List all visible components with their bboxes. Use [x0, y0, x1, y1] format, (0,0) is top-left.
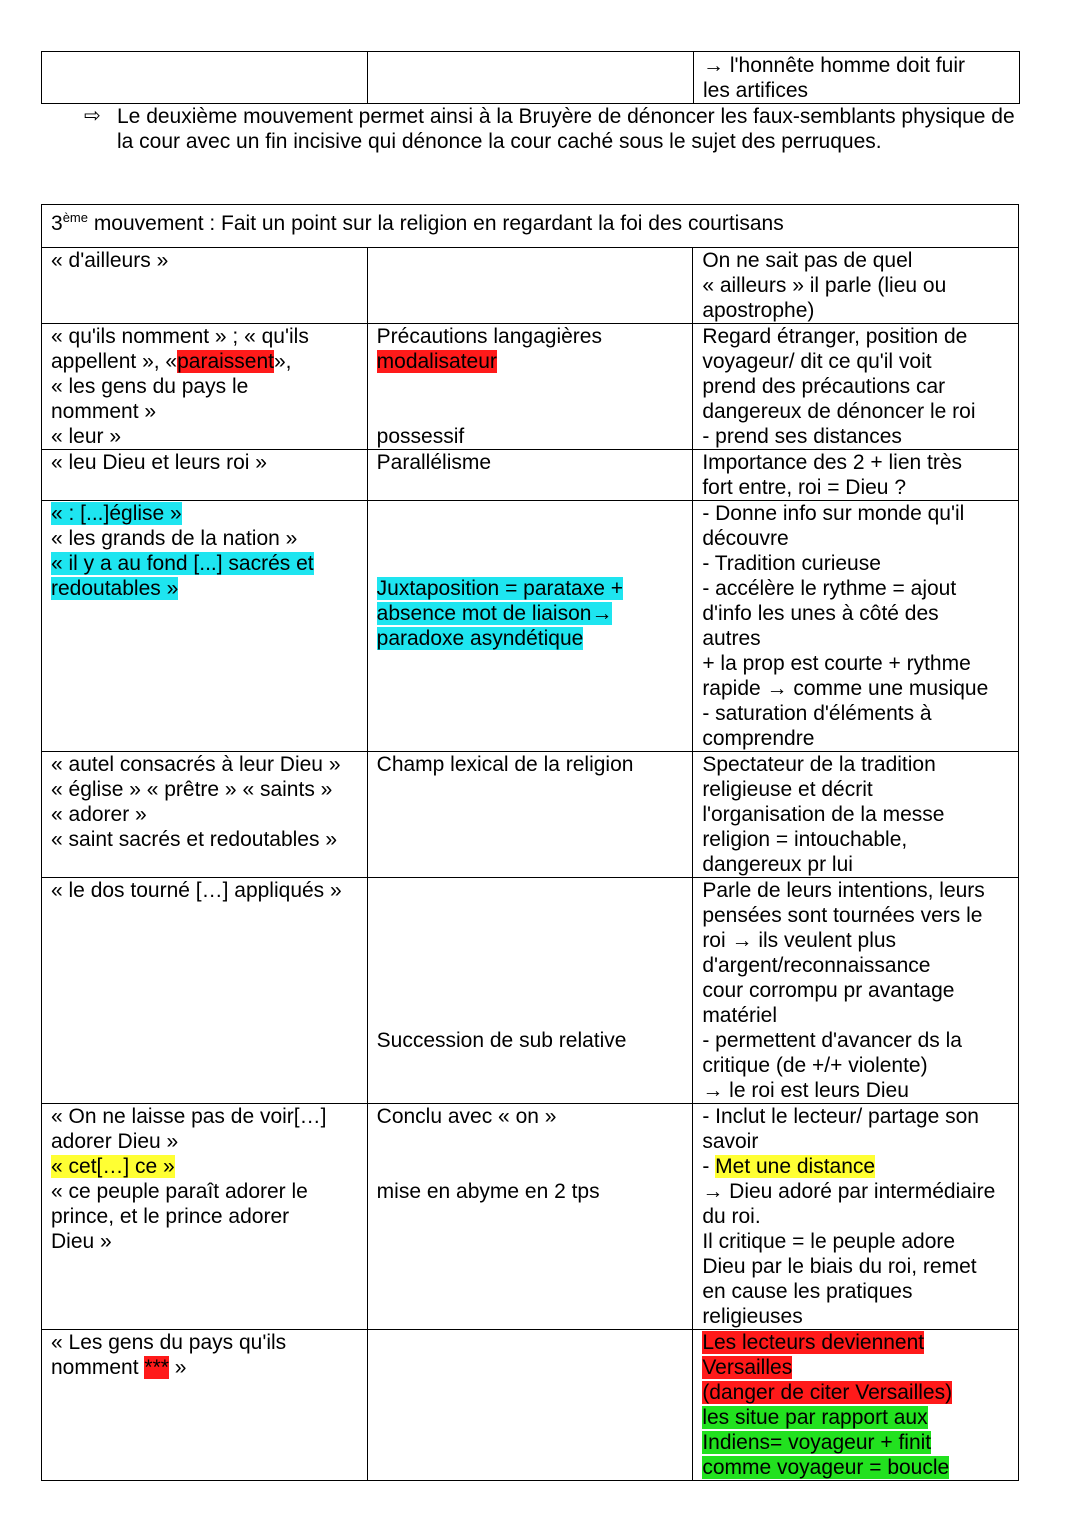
table-row — [42, 324, 1019, 450]
quote-cell: « d'ailleurs » — [42, 248, 368, 324]
quote-text: « les grands de la nation » — [51, 527, 298, 550]
summary-text: Le deuxième mouvement permet ainsi à la Bruyère de dénoncer les faux-semblants physique de la cour avec un fin incisive qui dénonce la cour caché sous le sujet des perruques. — [117, 105, 1015, 153]
quote-cell: « autel consacrés à leur Dieu » « église » « prêtre » « saints » « adorer » « saint sacrés et redoutables » — [42, 752, 368, 878]
interpretation-cell: - Donne info sur monde qu'il découvre - Tradition curieuse - accélère le rythme = ajout d'info les unes à côté des autres + la prop est courte + rythme rapide → comme une musique - saturation d'éléments à comprendre — [693, 501, 1019, 752]
quote-cell: « le dos tourné […] appliqués » — [42, 878, 368, 1104]
quote-text: « On ne laisse pas de voir[…] adorer Dieu » — [51, 1105, 327, 1153]
interpretation-cell: Importance des 2 + lien très fort entre, roi = Dieu ? — [693, 450, 1019, 501]
quote-text: « qu'ils nomment » ; « qu'ils appellent », « — [51, 325, 309, 373]
quote-cell — [42, 1330, 368, 1481]
table-row — [42, 450, 1019, 501]
figure-cell: Champ lexical de la religion — [367, 752, 693, 878]
header-number: 3 — [51, 212, 63, 235]
interpretation-text: - Inclut le lecteur/ partage son savoir - — [702, 1105, 979, 1178]
top-table — [41, 51, 1020, 104]
highlight-red: *** — [144, 1356, 169, 1379]
interpretation-cell — [693, 1104, 1019, 1330]
highlight-green: les situe par rapport aux Indiens= voyageur + finit comme voyageur = boucle — [702, 1406, 950, 1479]
figure-cell — [367, 248, 693, 324]
quote-text: », « les gens du pays le nomment » « leur » — [51, 350, 292, 448]
interpretation-text: → Dieu adoré par intermédiaire du roi. Il critique = le peuple adore Dieu par le biais du roi, remet en cause les pratiques religieuses — [702, 1180, 996, 1328]
table-row — [42, 878, 1019, 1104]
interpretation-cell — [693, 1330, 1019, 1481]
top-cell-3: → l'honnête homme doit fuir les artifices — [694, 52, 1020, 104]
figure-cell: Succession de sub relative — [367, 878, 693, 1104]
interpretation-cell: Regard étranger, position de voyageur/ dit ce qu'il voit prend des précautions car dangereux de dénoncer le roi - prend ses distances — [693, 324, 1019, 450]
highlight-red: Les lecteurs deviennent Versailles (danger de citer Versailles) — [702, 1331, 953, 1404]
highlight-red: modalisateur — [376, 350, 497, 373]
figure-cell: Parallélisme — [367, 450, 693, 501]
section-header-row — [42, 205, 1019, 248]
figure-cell: Conclu avec « on » mise en abyme en 2 tps — [367, 1104, 693, 1330]
quote-text: « ce peuple paraît adorer le prince, et le prince adorer Dieu » — [51, 1180, 308, 1253]
interpretation-cell: On ne sait pas de quel « ailleurs » il parle (lieu ou apostrophe) — [693, 248, 1019, 324]
quote-cell — [42, 324, 368, 450]
highlight-yellow: « cet[…] ce » — [51, 1155, 175, 1178]
figure-cell — [367, 324, 693, 450]
table-row — [42, 1330, 1019, 1481]
table-row — [42, 248, 1019, 324]
quote-cell — [42, 1104, 368, 1330]
top-cell-2 — [368, 52, 694, 104]
header-text: mouvement : Fait un point sur la religion en regardant la foi des courtisans — [87, 212, 784, 235]
highlight-cyan: Juxtaposition = parataxe + absence mot de liaison→ paradoxe asyndétique — [376, 577, 623, 650]
quote-text: « Les gens du pays qu'ils nomment — [51, 1331, 287, 1379]
figure-text: possessif — [376, 425, 465, 448]
arrow-icon: ⇨ — [84, 105, 101, 127]
section-header — [42, 205, 1019, 248]
highlight-red: paraissent — [177, 350, 274, 373]
top-cell-1 — [42, 52, 368, 104]
figure-cell — [367, 1330, 693, 1481]
header-sup: ème — [62, 210, 88, 225]
highlight-cyan: « : [...]église » — [51, 502, 182, 525]
interpretation-cell: Spectateur de la tradition religieuse et décrit l'organisation de la messe religion = intouchable, dangereux pr lui — [693, 752, 1019, 878]
quote-cell: « leu Dieu et leurs roi » — [42, 450, 368, 501]
interpretation-cell: Parle de leurs intentions, leurs pensées sont tournées vers le roi → ils veulent plus d'argent/reconnaissance cour corrompu pr avantage matériel - permettent d'avancer ds la critique (de +/+ violente) → le roi est leurs Dieu — [693, 878, 1019, 1104]
highlight-cyan: « il y a au fond [...] sacrés et redoutables » — [51, 552, 314, 600]
figure-text: Précautions langagières — [376, 325, 602, 348]
highlight-yellow: Met une distance — [715, 1155, 876, 1178]
table-row — [42, 752, 1019, 878]
quote-cell — [42, 501, 368, 752]
table-row — [42, 501, 1019, 752]
quote-text: » — [174, 1356, 187, 1379]
figure-cell — [367, 501, 693, 752]
table-row — [42, 1104, 1019, 1330]
table-row — [42, 52, 1020, 104]
analysis-table — [41, 204, 1019, 1481]
